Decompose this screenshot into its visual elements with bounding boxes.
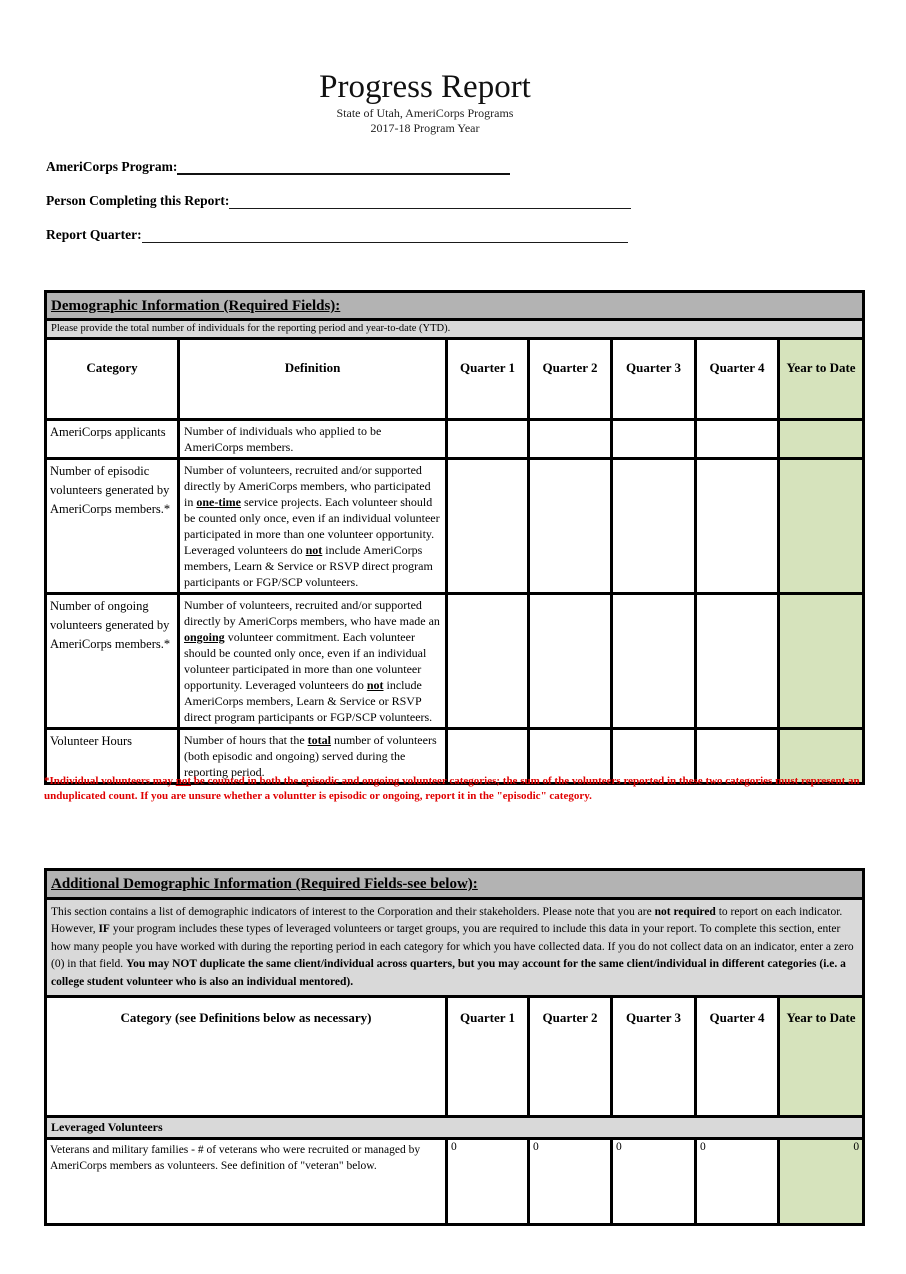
category-cell: Veterans and military families - # of veterans who were recruited or managed by AmeriCorps members as volunteers. See definition of "veteran" below. xyxy=(46,1139,447,1225)
table-row xyxy=(46,292,864,320)
q1-input-cell[interactable] xyxy=(447,594,529,729)
column-header-q2: Quarter 2 xyxy=(529,339,612,420)
table-row xyxy=(46,1139,864,1225)
q4-input-cell[interactable] xyxy=(696,420,779,459)
column-header-ytd: Year to Date xyxy=(779,339,864,420)
table-row xyxy=(46,459,864,594)
program-label: AmeriCorps Program: xyxy=(46,159,178,174)
column-header-q1: Quarter 1 xyxy=(447,339,529,420)
column-header-q2: Quarter 2 xyxy=(529,997,612,1117)
table-row xyxy=(46,594,864,729)
category-cell: Volunteer Hours xyxy=(46,729,179,784)
q2-input-cell[interactable] xyxy=(529,594,612,729)
q2-input-cell[interactable] xyxy=(529,459,612,594)
ytd-cell xyxy=(779,459,864,594)
q3-input-cell[interactable]: 0 xyxy=(612,1139,696,1225)
q3-input-cell[interactable] xyxy=(612,594,696,729)
subsection-header-cell: Leveraged Volunteers xyxy=(46,1117,864,1139)
definition-cell: Number of volunteers, recruited and/or supported directly by AmeriCorps members, who participated in one-time service projects. Each volunteer should be counted only once, even if an individual volunteer participated in more than one volunteer opportunity. Leveraged volunteers do not include AmeriCorps members, Learn & Service or RSVP direct program participants or FGP/SCP volunteers. xyxy=(179,459,447,594)
quarter-input-line[interactable] xyxy=(142,227,628,243)
column-header-ytd: Year to Date xyxy=(779,997,864,1117)
table-row xyxy=(46,899,864,997)
program-input-line[interactable] xyxy=(177,159,510,175)
intro-cell: This section contains a list of demographic indicators of interest to the Corporation and their stakeholders. Please note that you are not required to report on each indicator. However, IF your program includes these types of leveraged volunteers or target groups, you are required to include this data in your report. To complete this section, enter how many people you have worked with during the reporting period in each category for which you have collected data. If you do not collect data on an indicator, enter a zero (0) in that field. You may NOT duplicate the same client/individual across quarters, but you may account for the same client/individual in different categories (i.e. a college student volunteer who is also an individual mentored). xyxy=(46,899,864,997)
q4-input-cell[interactable] xyxy=(696,459,779,594)
column-header-q4: Quarter 4 xyxy=(696,997,779,1117)
subtitle-line2: 2017-18 Program Year xyxy=(370,121,480,135)
q3-input-cell[interactable] xyxy=(612,420,696,459)
ytd-cell: 0 xyxy=(779,1139,864,1225)
q3-input-cell[interactable] xyxy=(612,459,696,594)
q4-input-cell[interactable] xyxy=(696,594,779,729)
category-cell: Number of ongoing volunteers generated by AmeriCorps members.* xyxy=(46,594,179,729)
volunteer-categories-footnote: *Individual volunteers may not be counted in both the episodic and ongoing volunteer categories; the sum of the volunteers reported in these two categories must represent an unduplicated count. If you are unsure whether a voluntter is episodic or ongoing, report it in the "episodic" category. xyxy=(44,775,860,802)
q4-input-cell[interactable]: 0 xyxy=(696,1139,779,1225)
table-row xyxy=(46,420,864,459)
form-row-person xyxy=(46,193,631,209)
column-header-q3: Quarter 3 xyxy=(612,997,696,1117)
q2-input-cell[interactable] xyxy=(529,420,612,459)
q1-input-cell[interactable]: 0 xyxy=(447,1139,529,1225)
definition-cell: Number of volunteers, recruited and/or supported directly by AmeriCorps members, who have made an ongoing volunteer commitment. Each volunteer should be counted only once, even if an individual volunteer participated in more than one volunteer opportunity. Leveraged volunteers do not include AmeriCorps members, Learn & Service or RSVP direct program participants or FGP/SCP volunteers. xyxy=(179,594,447,729)
column-header-category: Category (see Definitions below as necessary) xyxy=(46,997,447,1117)
category-cell: AmeriCorps applicants xyxy=(46,420,179,459)
form-row-program xyxy=(46,159,510,175)
demographic-information-table xyxy=(44,290,865,785)
category-cell: Number of episodic volunteers generated by AmeriCorps members.* xyxy=(46,459,179,594)
ytd-cell xyxy=(779,594,864,729)
ytd-cell xyxy=(779,420,864,459)
quarter-label: Report Quarter: xyxy=(46,227,142,242)
table-header-row xyxy=(46,339,864,420)
column-header-definition: Definition xyxy=(179,339,447,420)
column-header-category: Category xyxy=(46,339,179,420)
table-header-row xyxy=(46,997,864,1117)
note-cell: Please provide the total number of individuals for the reporting period and year-to-date (YTD). xyxy=(46,320,864,339)
column-header-q3: Quarter 3 xyxy=(612,339,696,420)
document-header xyxy=(0,68,850,136)
form-row-quarter xyxy=(46,227,628,243)
table-row xyxy=(46,320,864,339)
table-row xyxy=(46,1117,864,1139)
column-header-q4: Quarter 4 xyxy=(696,339,779,420)
section-title: Additional Demographic Information (Required Fields-see below): xyxy=(51,876,478,892)
person-input-line[interactable] xyxy=(229,193,631,209)
table-row xyxy=(46,870,864,899)
section-header-cell xyxy=(46,292,864,320)
q1-input-cell[interactable] xyxy=(447,420,529,459)
additional-demographic-table xyxy=(44,868,865,1226)
section-title: Demographic Information (Required Fields): xyxy=(51,298,341,314)
definition-cell: Number of hours that the total number of volunteers (both episodic and ongoing) served during the reporting period. xyxy=(179,729,447,784)
section-header-cell xyxy=(46,870,864,899)
q2-input-cell[interactable]: 0 xyxy=(529,1139,612,1225)
column-header-q1: Quarter 1 xyxy=(447,997,529,1117)
page-title: Progress Report xyxy=(319,69,531,105)
person-label: Person Completing this Report: xyxy=(46,193,230,208)
definition-cell: Number of individuals who applied to be AmeriCorps members. xyxy=(179,420,447,459)
q1-input-cell[interactable] xyxy=(447,459,529,594)
subtitle-line1: State of Utah, AmeriCorps Programs xyxy=(336,106,514,120)
